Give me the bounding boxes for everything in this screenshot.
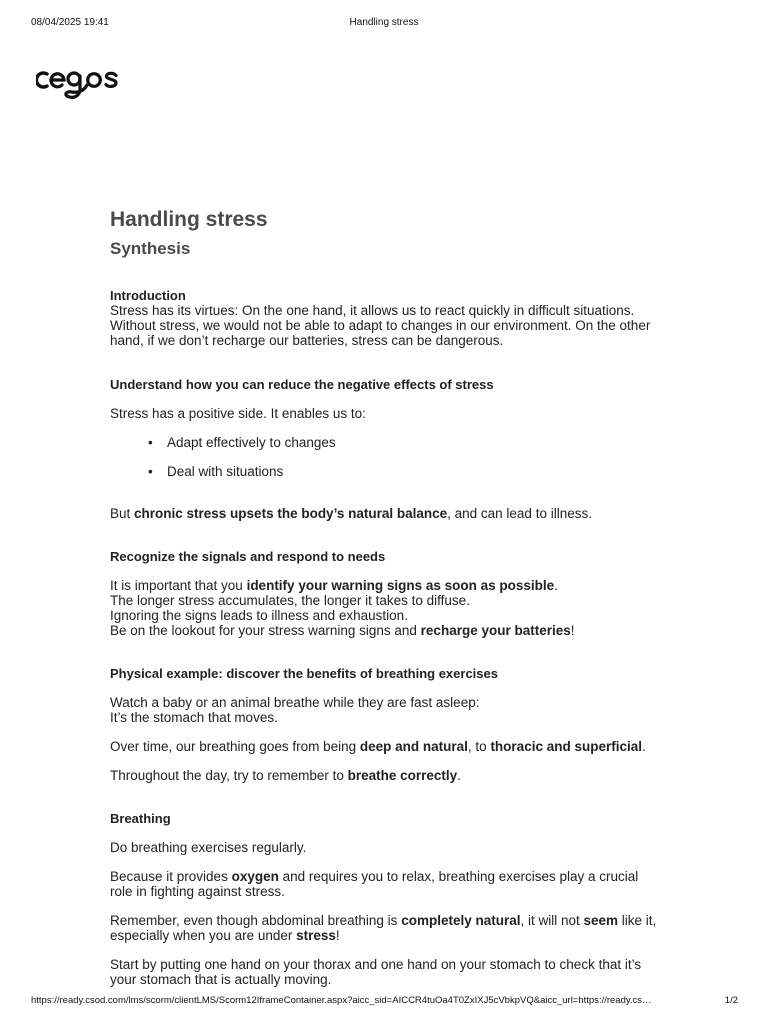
- document-subtitle: Synthesis: [110, 239, 191, 258]
- page-url: https://ready.csod.com/lms/scorm/clientLMS/Scorm12IframeContainer.aspx?aicc_sid=AICCR4tuOa4T0ZxIXJ5cVbkpVQ&aicc_url=https://ready.cs…: [31, 995, 652, 1006]
- intro-heading: Introduction: [110, 288, 186, 303]
- document-content: [110, 207, 690, 987]
- section4-heading: Breathing: [110, 811, 171, 826]
- section2-line-1: It is important that you identify your warning signs as soon as possible.: [110, 578, 558, 593]
- list-item: • Adapt effectively to changes: [148, 435, 336, 450]
- section3-p1-line-1: Watch a baby or an animal breathe while they are fast asleep:: [110, 695, 480, 710]
- section2-line-4: Be on the lookout for your stress warning signs and recharge your batteries!: [110, 623, 575, 638]
- section3-p3: Throughout the day, try to remember to breathe correctly.: [110, 768, 461, 783]
- section2-line-2: The longer stress accumulates, the longer it takes to diffuse.: [110, 593, 470, 608]
- intro-line-3: hand, if we don’t recharge our batteries, stress can be dangerous.: [110, 333, 504, 348]
- cegos-logo-icon: [36, 64, 120, 104]
- document-title: Handling stress: [110, 208, 268, 231]
- print-header: [0, 17, 768, 31]
- print-title: Handling stress: [349, 17, 419, 28]
- print-datetime: 08/04/2025 19:41: [31, 17, 109, 28]
- section4-p2-line-1: Because it provides oxygen and requires you to relax, breathing exercises play a crucial: [110, 869, 639, 884]
- section4-p2-line-2: role in fighting against stress.: [110, 884, 285, 899]
- section1-heading: Understand how you can reduce the negative effects of stress: [110, 377, 494, 392]
- section4-p4-line-1: Start by putting one hand on your thorax and one hand on your stomach to check that it’s: [110, 957, 642, 972]
- section1-bullet-list: [110, 435, 690, 479]
- section4-p3-line-1: Remember, even though abdominal breathing is completely natural, it will not seem like it,: [110, 913, 657, 928]
- page-number: 1/2: [724, 995, 738, 1006]
- section1-lead: Stress has a positive side. It enables us to:: [110, 406, 366, 421]
- section3-p2: Over time, our breathing goes from being deep and natural, to thoracic and superficial.: [110, 739, 646, 754]
- section3-heading: Physical example: discover the benefits of breathing exercises: [110, 666, 498, 681]
- cegos-logo: [36, 64, 120, 104]
- intro-line-2: Without stress, we would not be able to adapt to changes in our environment. On the other: [110, 318, 651, 333]
- section2-heading: Recognize the signals and respond to needs: [110, 549, 386, 564]
- section4-p4-line-2: your stomach that is actually moving.: [110, 972, 332, 987]
- bullet-icon: •: [148, 435, 153, 450]
- section4-p3-line-2: especially when you are under stress!: [110, 928, 340, 943]
- bullet-icon: •: [148, 464, 153, 479]
- section1-conclusion: But chronic stress upsets the body’s natural balance, and can lead to illness.: [110, 506, 592, 521]
- list-item: • Deal with situations: [148, 464, 284, 479]
- section2-line-3: Ignoring the signs leads to illness and exhaustion.: [110, 608, 408, 623]
- section3-p1-line-2: It’s the stomach that moves.: [110, 710, 278, 725]
- section4-p1: Do breathing exercises regularly.: [110, 840, 307, 855]
- intro-line-1: Stress has its virtues: On the one hand, it allows us to react quickly in difficult situations.: [110, 303, 635, 318]
